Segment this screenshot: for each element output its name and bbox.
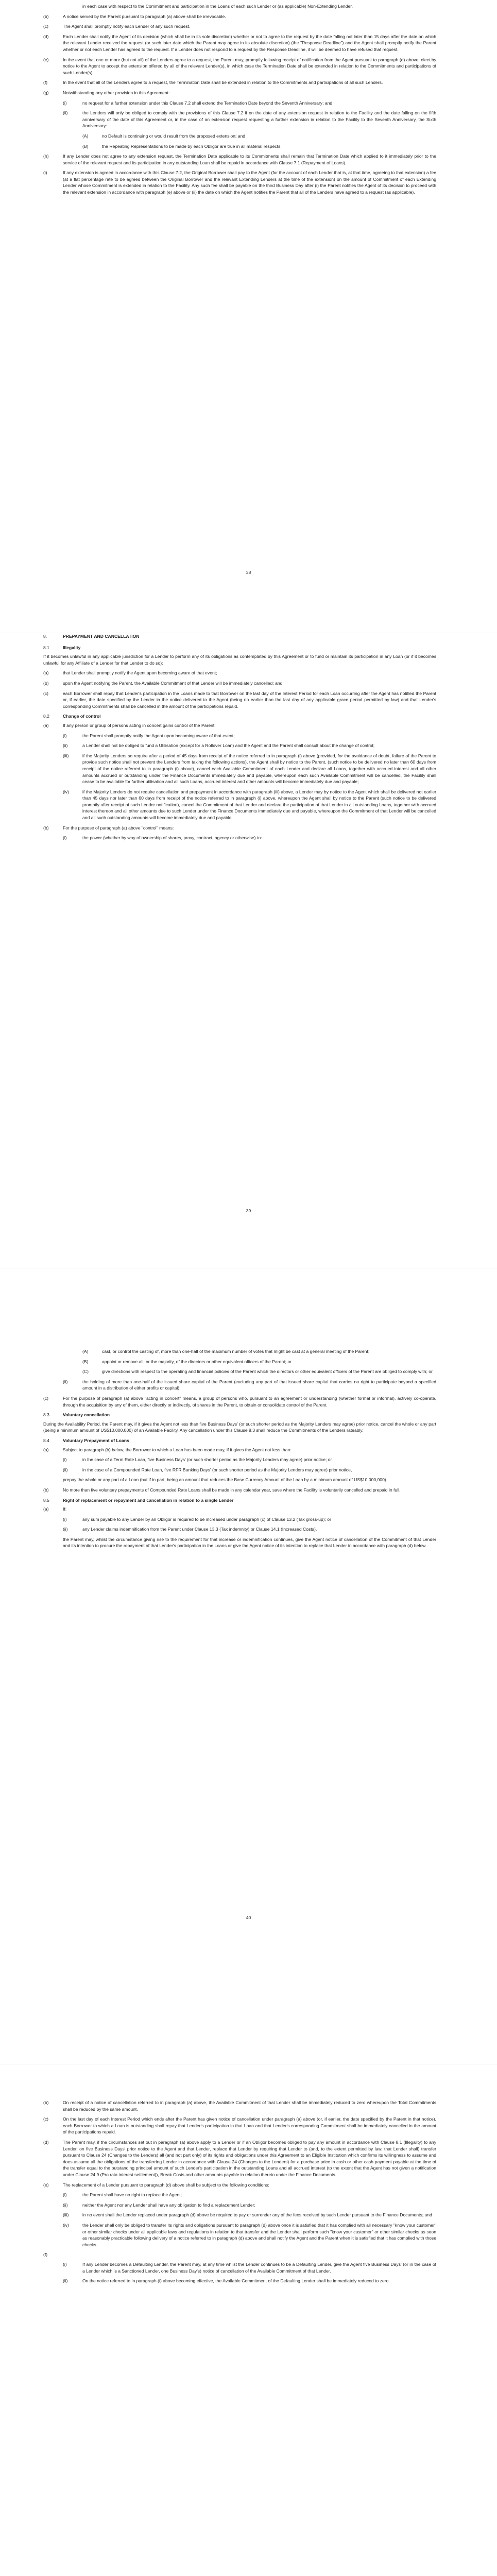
clause-paragraph (43, 2116, 436, 2136)
paragraph-number: (h) (43, 154, 49, 159)
paragraph-text: If any Lender does not agree to any extension request, the Termination Date applicable to its Commitments shall remain that Termination Date which applied to it immediately prior to the service of the relevant request and its participation in any outstanding Loan shall be repaid in accordance with Clause 7.1 (Repayment of Loans). (63, 154, 436, 165)
paragraph-text: the Parent may, whilst the circumstance giving rise to the requirement for that increase or indemnification continues, give the Agent notice of cancellation of the Commitment of that Lender and its intention to procure the repayment of that Lender's participation in the Loans or give the Agent notice of its intention to replace that Lender in accordance with paragraph (d) below. (63, 1536, 436, 1549)
page-content (43, 1348, 436, 1553)
paragraph-number: (e) (43, 57, 49, 62)
clause-paragraph (43, 2182, 436, 2189)
clause-paragraph (43, 1421, 436, 1434)
paragraph-number: (a) (43, 722, 49, 728)
clause-paragraph (43, 1348, 436, 1355)
paragraph-text: each Borrower shall repay that Lender's participation in the Loans made to that Borrower on the last day of the Interest Period for each Loan occurring after the Agent has notified the Parent or, if earlier, the date specified by the Lender in the notice delivered to the Agent (being no earlier than the last day of any applicable grace period permitted by law) and that Lender's corresponding Commitments shall be cancelled in the amount of the participations repaid. (63, 690, 436, 709)
paragraph-text: No more than five voluntary prepayments of Compounded Rate Loans shall be made in any calendar year, save where the Facility is voluntarily cancelled and prepaid in full. (63, 1487, 401, 1493)
heading-text: Voluntary Prepayment of Loans (63, 1437, 129, 1443)
paragraph-text: in no event shall the Lender replaced under paragraph (d) above be required to pay or surrender any of the fees received by such Lender pursuant to the Finance Documents; and (82, 2212, 432, 2218)
paragraph-number: (d) (43, 33, 49, 39)
paragraph-text: The Parent may, if the circumstances set out in paragraph (a) above apply to a Lender or if an Obligor becomes obliged to pay any amount in accordance with Clause 8.1 (Illegality) to any Lender, on five Business Days' prior notice to the Agent and that Lender, replace that Lender by requiring that Lender to (and, to the extent permitted by law, that Lender shall) transfer pursuant to Clause 24 (Changes to the Lenders) all (and not part only) of its rights and obligations under this Agreement to an Eligible Institution which confirms its willingness to assume and does assume all the obligations of the transferring Lender in accordance with Clause 24 (Changes to the Lenders) for a purchase price in cash or other cash payment payable at the time of the transfer equal to the outstanding principal amount of such Lender's participation in the outstanding Loans and all accrued interest (to the extent that the Agent has not given a notification under Clause 24.9 (Pro rata interest settlement)), Break Costs and other amounts payable in relation thereto under the Finance Documents. (63, 2139, 436, 2177)
paragraph-number: (i) (63, 100, 67, 106)
page-number: 38 (246, 570, 251, 575)
paragraph-number: (b) (43, 13, 49, 19)
paragraph-text: if the Majority Lenders do not require cancellation and prepayment in accordance with paragraph (iii) above, a Lender may by notice to the Agent which shall be delivered not earlier than 45 days nor later than 60 days from receipt of the notice referred to in paragraph (i) above, whereupon the Agent shall by notice to the Parent (such notice to be delivered promptly after receipt of such Lender notification), cancel the Commitment of that Lender and declare the participation of that Lender in all outstanding Loans, together with accrued interest thereon and all other amounts due to such Lender under the Finance Documents immediately due and payable, whereupon the Commitment of that Lender will be cancelled and all such outstanding amounts will become immediately due and payable. (82, 789, 436, 821)
heading-text: Illegality (63, 645, 81, 650)
paragraph-text: The replacement of a Lender pursuant to paragraph (d) above shall be subject to the following conditions: (63, 2182, 269, 2188)
paragraph-text: cast, or control the casting of, more than one-half of the maximum number of votes that might be cast at a general meeting of the Parent; (102, 1349, 370, 1354)
paragraph-text: For the purpose of paragraph (a) above "acting in concert" means, a group of persons who, pursuant to an agreement or understanding (whether formal or informal), actively co-operate, through the acquisition by any of them, either directly or indirectly, of shares in the Parent, to obtain or consolidate control of the Parent. (63, 1395, 436, 1408)
paragraph-number: (c) (43, 24, 49, 29)
paragraph-number: (c) (43, 690, 49, 696)
paragraph-text: If any extension is agreed in accordance with this Clause 7.2, the Original Borrower shall pay to the Agent (for the account of each Lender that is, at that time, agreeing to that extension) a fee (at a flat percentage rate to be agreed between the Original Borrower and the relevant Extending Lenders at the time of the extension) on the amount of Commitment of each Extending Lender whose Commitment is extended in relation to the Facility. Any such fee shall be payable on the third Business Day after (i) the Parent notifies the Agent of its decision to proceed with the relevant extension in accordance with paragraph (e) above or (ii) the date on which the Agent notifies the Parent that all of the Lenders have agreed to a request (as applicable). (63, 170, 436, 195)
paragraph-number: 8. (43, 634, 47, 639)
paragraph-number: (i) (63, 1457, 67, 1463)
paragraph-text: the Lender shall only be obliged to transfer its rights and obligations pursuant to paragraph (d) above once it is satisfied that it has complied with all necessary "know your customer" or other similar checks under all applicable laws and regulations in relation to that transfer and the Lender shall perform such "know your customer" or other similar checks as soon as reasonably practicable following delivery of a notice referred to in paragraph (d) above and shall notify the Agent and the Parent when it is satisfied that it has complied with those checks. (82, 2222, 436, 2247)
clause-paragraph (43, 2251, 436, 2258)
paragraph-number: (f) (43, 2252, 48, 2258)
paragraph-number: (i) (43, 170, 47, 176)
paragraph-number: 8.3 (43, 1412, 49, 1418)
paragraph-number: (a) (43, 1506, 49, 1512)
paragraph-text: upon the Agent notifying the Parent, the Available Commitment of that Lender will be immediately cancelled; and (63, 680, 283, 686)
clause-paragraph (43, 722, 436, 729)
clause-paragraph (43, 153, 436, 166)
paragraph-text: During the Availability Period, the Parent may, if it gives the Agent not less than five Business Days' (or such shorter period as the Majority Lenders may agree) prior notice, cancel the whole or any part (being a minimum amount of US$10,000,000) of an Available Facility. Any cancellation under this Clause 8.3 shall reduce the Commitments of the Lenders rateably. (43, 1421, 436, 1433)
paragraph-text: Each Lender shall notify the Agent of its decision (which shall be in its sole discretion) whether or not to agree to the request by the date falling not later than 15 days after the date on which the relevant Lender received the request (or such later date which the Parent may agree in its absolute discretion) (the "Response Deadline") and the Agent shall promptly notify the Parent whether or not each Lender has agreed to the request. If a Lender does not respond to a request by the Response Deadline, it will be deemed to have refused that request. (63, 33, 436, 52)
paragraph-number: (g) (43, 90, 49, 95)
paragraph-text: Notwithstanding any other provision in this Agreement: (63, 90, 170, 95)
subclause-heading (43, 1497, 436, 1504)
page-38 (0, 0, 497, 633)
clause-paragraph (43, 653, 436, 666)
paragraph-number: (iv) (63, 2222, 69, 2228)
clause-paragraph (43, 57, 436, 76)
clause-paragraph (43, 733, 436, 739)
heading-text: PREPAYMENT AND CANCELLATION (63, 634, 140, 639)
clause-paragraph (43, 33, 436, 53)
paragraph-text: any sum payable to any Lender by an Obligor is required to be increased under paragraph (c) of Clause 13.2 (Tax gross-up); or (82, 1516, 331, 1522)
clause-paragraph (43, 825, 436, 832)
clause-paragraph (43, 1467, 436, 1473)
paragraph-text: On the last day of each Interest Period which ends after the Parent has given notice of cancellation under paragraph (a) above (or, if earlier, the date specified by the Parent in that notice), each Borrower to which a Loan is outstanding shall repay that Lender's participation in that Loan and that Lender's corresponding Commitment shall be immediately cancelled in the amount of the participations repaid. (63, 2116, 436, 2135)
page-40 (0, 1268, 497, 2064)
paragraph-number: (iv) (63, 789, 69, 794)
paragraph-text: A notice served by the Parent pursuant to paragraph (a) above shall be irrevocable. (63, 13, 226, 19)
paragraph-number: (ii) (63, 110, 68, 116)
paragraph-text: the Repeating Representations to be made by each Obligor are true in all material respects. (102, 143, 282, 149)
clause-paragraph (43, 100, 436, 107)
paragraph-text: give directions with respect to the operating and financial policies of the Parent which the directors or other equivalent officers of the Parent are obliged to comply with; or (102, 1369, 433, 1375)
paragraph-text: that Lender shall promptly notify the Agent upon becoming aware of that event; (63, 670, 217, 676)
clause-paragraph (43, 1516, 436, 1523)
paragraph-number: (B) (82, 1359, 89, 1364)
paragraph-number: (iii) (63, 2212, 69, 2218)
paragraph-number: (c) (43, 1395, 49, 1401)
paragraph-text: in the case of a Term Rate Loan, five Business Days' (or such shorter period as the Majority Lenders may agree) prior notice; or (82, 1457, 332, 1463)
clause-paragraph (43, 13, 436, 20)
clause-paragraph (43, 835, 436, 841)
paragraph-number: 8.2 (43, 714, 49, 719)
clause-paragraph (43, 133, 436, 140)
paragraph-text: prepay the whole or any part of a Loan (but if in part, being an amount that reduces the Base Currency Amount of the Loan by a minimum amount of US$10,000,000). (63, 1477, 388, 1483)
paragraph-text: The Agent shall promptly notify each Lender of any such request. (63, 24, 191, 29)
clause-paragraph (43, 789, 436, 821)
paragraph-number: 8.5 (43, 1497, 49, 1503)
page-number: 40 (246, 1915, 251, 1920)
paragraph-text: On receipt of a notice of cancellation referred to in paragraph (a) above, the Available Commitment of that Lender shall be immediately reduced to zero whereupon the Total Commitments shall be reduced by the same amount. (63, 2100, 436, 2112)
clause-paragraph (43, 143, 436, 150)
paragraph-number: (b) (43, 2100, 49, 2105)
paragraph-number: (ii) (63, 2202, 68, 2208)
paragraph-number: (i) (63, 2262, 67, 2267)
paragraph-number: (b) (43, 1487, 49, 1493)
clause-paragraph (43, 110, 436, 129)
clause-paragraph (43, 1477, 436, 1483)
clause-paragraph (43, 1447, 436, 1453)
paragraph-text: In the event that one or more (but not all) of the Lenders agree to a request, the Parent may, promptly following receipt of notification from the Agent pursuant to paragraph (d) above, elect by notice to the Agent to accept the extension offered by all of the relevant Lender(s), in which case the Termination Date shall be extended in relation to the Commitments and participations of such Lender(s). (63, 57, 436, 75)
subclause-heading (43, 645, 436, 651)
clause-paragraph (43, 1526, 436, 1533)
page-content (43, 2099, 436, 2288)
subclause-heading (43, 713, 436, 720)
clause-paragraph (43, 742, 436, 749)
heading-text: Right of replacement or repayment and cancellation in relation to a single Lender (63, 1497, 234, 1503)
paragraph-number: (ii) (63, 2278, 68, 2284)
paragraph-text: a Lender shall not be obliged to fund a Utilisation (except for a Rollover Loan) and the Agent and the Parent shall consult about the change of control; (82, 743, 375, 749)
clause-paragraph (43, 2212, 436, 2218)
paragraph-number: (ii) (63, 743, 68, 749)
paragraph-number: (e) (43, 2182, 49, 2188)
clause-paragraph (43, 170, 436, 195)
clause-paragraph (43, 1506, 436, 1513)
subclause-heading (43, 1412, 436, 1418)
paragraph-text: If any person or group of persons acting in concert gains control of the Parent: (63, 722, 216, 728)
paragraph-number: (c) (43, 2116, 49, 2122)
page-content (43, 633, 436, 845)
clause-paragraph (43, 2278, 436, 2284)
paragraph-number: (i) (63, 2192, 67, 2198)
clause-paragraph (43, 2139, 436, 2178)
page-41 (0, 2064, 497, 2576)
heading-text: Voluntary cancellation (63, 1412, 110, 1418)
page-content (43, 3, 436, 199)
clause-paragraph (43, 1395, 436, 1408)
clause-paragraph (43, 2099, 436, 2112)
paragraph-text: On the notice referred to in paragraph (i) above becoming effective, the Available Commitment of the Defaulting Lender shall be immediately reduced to zero. (82, 2278, 390, 2284)
paragraph-number: (iii) (63, 753, 69, 758)
paragraph-text: no request for a further extension under this Clause 7.2 shall extend the Termination Date beyond the Seventh Anniversary; and (82, 100, 333, 106)
subclause-heading (43, 1437, 436, 1444)
paragraph-text: If any Lender becomes a Defaulting Lender, the Parent may, at any time whilst the Lender continues to be a Defaulting Lender, give the Agent five Business Days' (or in the case of a Lender which is a Sanctioned Lender, one Business Day's) notice of cancellation of the Available Commitment of that Lender. (82, 2262, 436, 2274)
page-number: 39 (246, 1208, 251, 1213)
paragraph-number: (ii) (63, 1527, 68, 1532)
paragraph-number: (b) (43, 825, 49, 831)
paragraph-text: no Default is continuing or would result from the proposed extension; and (102, 133, 246, 139)
clause-paragraph (43, 1487, 436, 1494)
clause-paragraph (43, 90, 436, 96)
paragraph-text: neither the Agent nor any Lender shall have any obligation to find a replacement Lender; (82, 2202, 255, 2208)
paragraph-number: 8.4 (43, 1437, 49, 1443)
paragraph-number: (A) (82, 133, 89, 139)
paragraph-text: Subject to paragraph (b) below, the Borrower to which a Loan has been made may, if it gives the Agent not less than: (63, 1447, 292, 1452)
clause-paragraph (43, 23, 436, 30)
paragraph-number: (a) (43, 670, 49, 676)
clause-paragraph (43, 2192, 436, 2198)
paragraph-number: (ii) (63, 1379, 68, 1384)
paragraph-text: the holding of more than one-half of the issued share capital of the Parent (excluding any part of that issued share capital that carries no right to participate beyond a specified amount in a distribution of either profits or capital). (82, 1379, 436, 1391)
paragraph-number: (B) (82, 143, 89, 149)
paragraph-number: (A) (82, 1349, 89, 1354)
clause-paragraph (43, 1379, 436, 1392)
paragraph-number: (i) (63, 835, 67, 841)
clause-paragraph (43, 2222, 436, 2248)
clause-paragraph (43, 753, 436, 785)
paragraph-text: the Lenders will only be obliged to comply with the provisions of this Clause 7.2 if on the date of any extension request in relation to the Facility and the date falling on the fifth anniversary of the date of this Agreement or, in the case of an extension request requesting a further extension in relation to the Facility to the Seventh Anniversary, the Sixth Anniversary: (82, 110, 436, 129)
paragraph-number: (a) (43, 1447, 49, 1452)
paragraph-number: (b) (43, 680, 49, 686)
clause-heading (43, 633, 436, 640)
paragraph-text: In the event that all of the Lenders agree to a request, the Termination Date shall be extended in relation to the Commitments and participations of all such Lenders. (63, 80, 383, 86)
paragraph-number: (C) (82, 1369, 89, 1375)
clause-paragraph (43, 2261, 436, 2274)
paragraph-text: in each case with respect to the Commitment and participation in the Loans of each such Lender or (as applicable) Non-Extending Lender. (82, 4, 353, 9)
page-39 (0, 633, 497, 1268)
clause-paragraph (43, 1536, 436, 1549)
paragraph-text: the power (whether by way of ownership of shares, proxy, contract, agency or otherwise) to: (82, 835, 262, 841)
paragraph-text: For the purpose of paragraph (a) above "control" means: (63, 825, 174, 831)
paragraph-text: the Parent shall have no right to replace the Agent; (82, 2192, 182, 2198)
paragraph-text: If it becomes unlawful in any applicable jurisdiction for a Lender to perform any of its obligations as contemplated by this Agreement or to fund or maintain its participation in any Loan (or if it becomes unlawful for any Affiliate of a Lender for that Lender to do so): (43, 654, 436, 666)
clause-paragraph (43, 1456, 436, 1463)
clause-paragraph (43, 1368, 436, 1375)
paragraph-text: If: (63, 1506, 67, 1512)
clause-paragraph (43, 1359, 436, 1365)
clause-paragraph (43, 680, 436, 687)
clause-paragraph (43, 3, 436, 10)
clause-paragraph (43, 690, 436, 710)
heading-text: Change of control (63, 714, 101, 719)
paragraph-text: if the Majority Lenders so require after a period of 45 days from receipt of the notice referred to in paragraph (i) above (provided, for the avoidance of doubt, failure of the Parent to provide such notice shall not prevent the Lenders from taking the following actions), the Agent shall by notice to the Parent, (such notice to be delivered no later than 60 days from receipt of the notice referred to in paragraph (i) above), cancel each Available Commitment of each Lender and declare all Loans, together with accrued interest and all other amounts accrued or outstanding under the Finance Documents immediately due and payable, whereupon each such Available Commitment will be cancelled, the Facility shall cease to be available for further utilisation and all such Loans, accrued interest and other amounts will become immediately due and payable; (82, 753, 436, 785)
paragraph-number: (ii) (63, 1467, 68, 1472)
clause-paragraph (43, 2202, 436, 2209)
paragraph-text: appoint or remove all, or the majority, of the directors or other equivalent officers of the Parent; or (102, 1359, 292, 1364)
paragraph-number: 8.1 (43, 645, 49, 650)
paragraph-number: (d) (43, 2139, 49, 2145)
clause-paragraph (43, 79, 436, 86)
paragraph-text: in the case of a Compounded Rate Loan, five RFR Banking Days' (or such shorter period as the Majority Lenders may agree) prior notice, (82, 1467, 352, 1472)
paragraph-number: (i) (63, 733, 67, 738)
paragraph-number: (i) (63, 1516, 67, 1522)
paragraph-text: the Parent shall promptly notify the Agent upon becoming aware of that event; (82, 733, 235, 738)
clause-paragraph (43, 670, 436, 676)
paragraph-text: any Lender claims indemnification from the Parent under Clause 13.3 (Tax indemnity) or Clause 14.1 (Increased Costs), (82, 1527, 317, 1532)
paragraph-number: (f) (43, 80, 48, 86)
